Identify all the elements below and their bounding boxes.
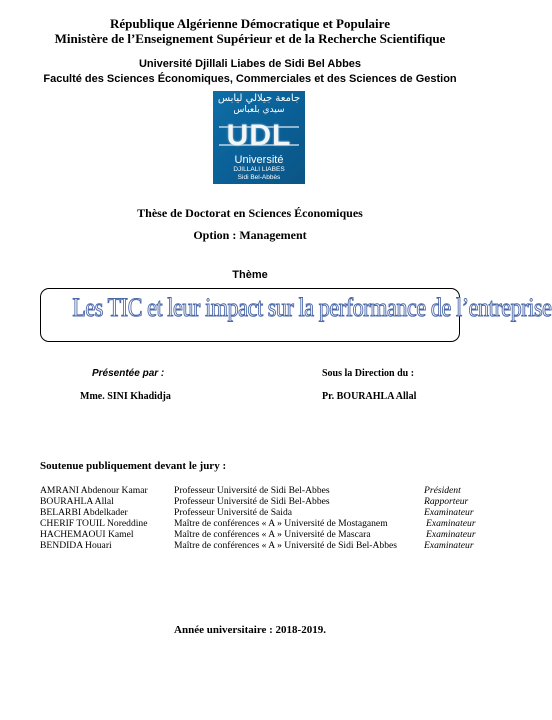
jury-grade: Professeur Université de Saida [174, 507, 293, 518]
logo-city: Sidi Bel-Abbès [237, 174, 281, 181]
direction-label: Sous la Direction du : [322, 368, 415, 379]
jury-grade: Maître de conférences « A » Université de Mascara [174, 529, 371, 540]
jury-role: Examinateur [424, 540, 474, 551]
jury-grade: Professeur Université de Sidi Bel-Abbes [174, 485, 330, 496]
jury-grade: Maître de conférences « A » Université de Sidi Bel-Abbes [174, 540, 397, 551]
thesis-title: Les TIC et leur impact sur la performance de l’entreprise [72, 293, 552, 322]
presented-label: Présentée par : [92, 368, 165, 379]
jury-name: BENDIDA Houari [40, 540, 112, 551]
jury-row [40, 529, 490, 540]
title-box [40, 288, 552, 342]
jury-name: CHERIF TOUIL Noreddine [40, 518, 148, 529]
jury-name: BOURAHLA Allal [40, 496, 114, 507]
jury-role: Examinateur [426, 529, 476, 540]
direction-name: Pr. BOURAHLA Allal [322, 391, 417, 402]
jury-role: Président [424, 485, 461, 496]
jury-role: Rapporteur [424, 496, 469, 507]
jury-name: BELARBI Abdelkader [40, 507, 128, 518]
republic-line: République Algérienne Démocratique et Populaire [110, 16, 390, 31]
jury-role: Examinateur [424, 507, 474, 518]
logo-arabic-name: جامعة جيلالي ليابس [217, 93, 301, 104]
presented-name: Mme. SINI Khadidja [80, 391, 171, 402]
jury-role: Examinateur [426, 518, 476, 529]
jury-list [40, 485, 490, 551]
jury-row [40, 496, 490, 507]
faculty-line: Faculté des Sciences Économiques, Commerciales et des Sciences de Gestion [43, 73, 457, 85]
logo-monogram: UDL [226, 119, 292, 152]
jury-row [40, 518, 490, 529]
university-line: Université Djillali Liabes de Sidi Bel Abbes [138, 58, 362, 70]
jury-grade: Maître de conférences « A » Université de Mostaganem [174, 518, 388, 529]
jury-grade: Professeur Université de Sidi Bel-Abbes [174, 496, 330, 507]
jury-name: AMRANI Abdenour Kamar [40, 485, 148, 496]
thesis-option: Option : Management [193, 228, 307, 242]
jury-row [40, 507, 490, 518]
university-logo [213, 91, 305, 184]
academic-year: Année universitaire : 2018-2019. [174, 624, 326, 636]
logo-university: Université [234, 154, 284, 166]
jury-heading: Soutenue publiquement devant le jury : [40, 460, 227, 472]
jury-row [40, 485, 490, 496]
jury-name: HACHEMAOUI Kamel [40, 529, 134, 540]
thesis-type: Thèse de Doctorat en Sciences Économiques [137, 206, 363, 220]
ministry-line: Ministère de l’Enseignement Supérieur et de la Recherche Scientifique [54, 31, 446, 46]
theme-label: Thème [232, 269, 268, 281]
jury-row [40, 540, 490, 551]
logo-name: DJILLALI LIABES [233, 166, 285, 173]
logo-arabic-city: سيدي بلعباس [233, 105, 285, 115]
